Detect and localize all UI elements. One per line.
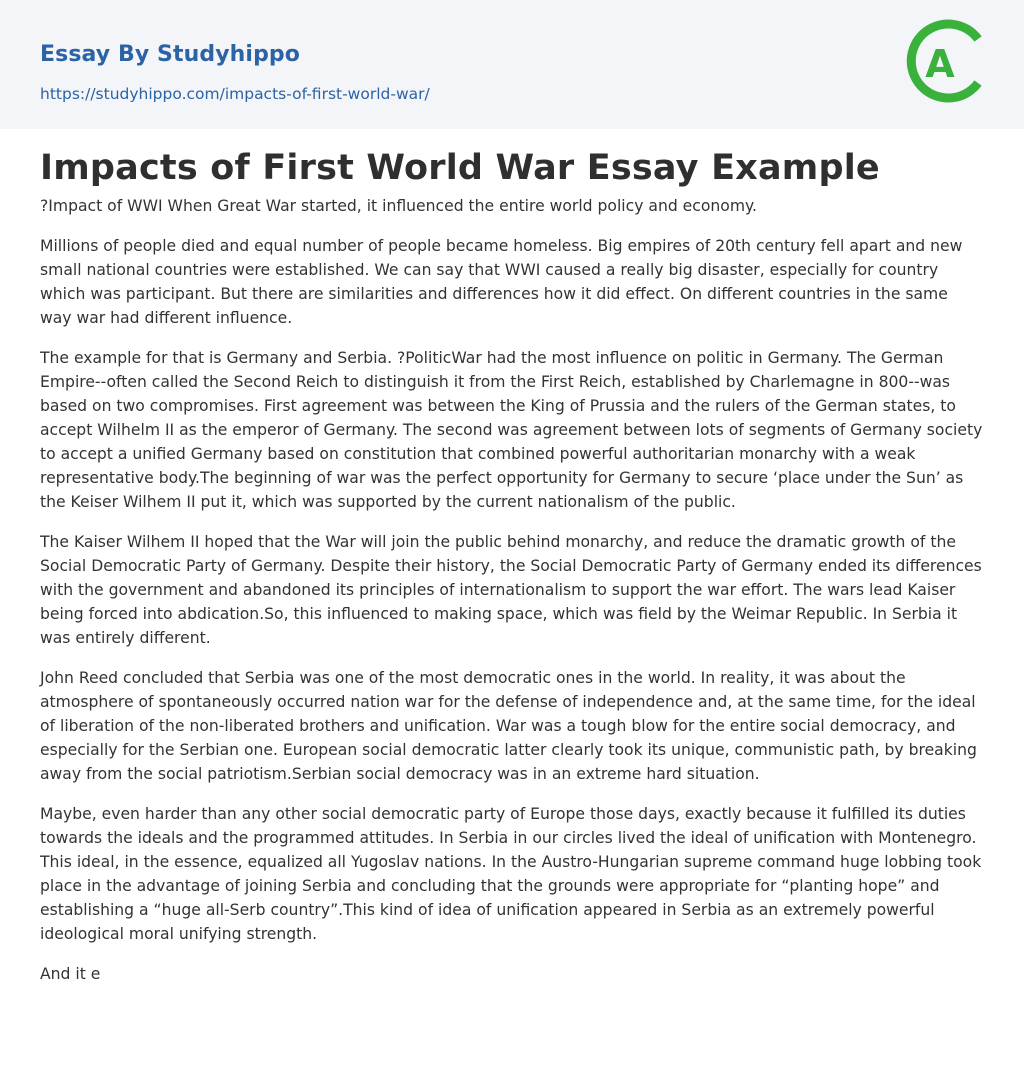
article-paragraph: ?Impact of WWI When Great War started, it influenced the entire world policy and economy. (40, 197, 757, 215)
article (0, 129, 1024, 986)
studyhippo-logo-icon[interactable] (905, 14, 995, 110)
article-paragraph: The example for that is Germany and Serbia. ?PoliticWar had the most influence on politic in Germany. The German Empire--often called the Second Reich to distinguish it from the First Reich, established by Charlemagne in 800--was based on two compromises. First agreement was between the King of Prussia and the rulers of the German states, to accept Wilhelm II as the emperor of Germany. The second was agreement between lots of segments of Germany society to accept a unified Germany based on constitution that combined powerful authoritarian monarchy with a weak representative body.The beginning of war was the perfect opportunity for Germany to secure ‘place under the Sun’ as the Keiser Wilhem II put it, which was supported by the current nationalism of the public. (40, 349, 983, 511)
site-brand[interactable]: Essay By Studyhippo (40, 42, 300, 67)
source-url-link[interactable]: https://studyhippo.com/impacts-of-first-world-war/ (40, 85, 430, 103)
site-header (0, 0, 1024, 129)
article-paragraph: The Kaiser Wilhem II hoped that the War will join the public behind monarchy, and reduce the dramatic growth of the Social Democratic Party of Germany. Despite their history, the Social Democratic Party of Germany ended its differences with the government and abandoned its principles of internationalism to support the war effort. The wars lead Kaiser being forced into abdication.So, this influenced to making space, which was field by the Weimar Republic. In Serbia it was entirely different. (40, 533, 982, 647)
article-paragraph: Maybe, even harder than any other social democratic party of Europe those days, exactly because it fulfilled its duties towards the ideals and the programmed attitudes. In Serbia in our circles lived the ideal of unification with Montenegro. This ideal, in the essence, equalized all Yugoslav nations. In the Austro-Hungarian supreme command huge lobbing took place in the advantage of joining Serbia and concluding that the grounds were appropriate for “planting hope” and establishing a “huge all-Serb country”.This kind of idea of unification appeared in Serbia as an extremely powerful ideological moral unifying strength. (40, 805, 982, 943)
logo-letter: A (925, 42, 955, 86)
article-paragraph: And it e (40, 965, 101, 983)
article-title: Impacts of First World War Essay Example (40, 148, 880, 188)
article-paragraph: Millions of people died and equal number of people became homeless. Big empires of 20th century fell apart and new small national countries were established. We can say that WWI caused a really big disaster, especially for country which was participant. But there are similarities and differences how it did effect. On different countries in the same way war had different influence. (40, 237, 963, 327)
article-paragraph: John Reed concluded that Serbia was one of the most democratic ones in the world. In reality, it was about the atmosphere of spontaneously occurred nation war for the defense of independence and, at the same time, for the ideal of liberation of the non-liberated brothers and unification. War was a tough blow for the entire social democracy, and especially for the Serbian one. European social democratic latter clearly took its unique, communistic path, by breaking away from the social patriotism.Serbian social democracy was in an extreme hard situation. (40, 669, 977, 783)
